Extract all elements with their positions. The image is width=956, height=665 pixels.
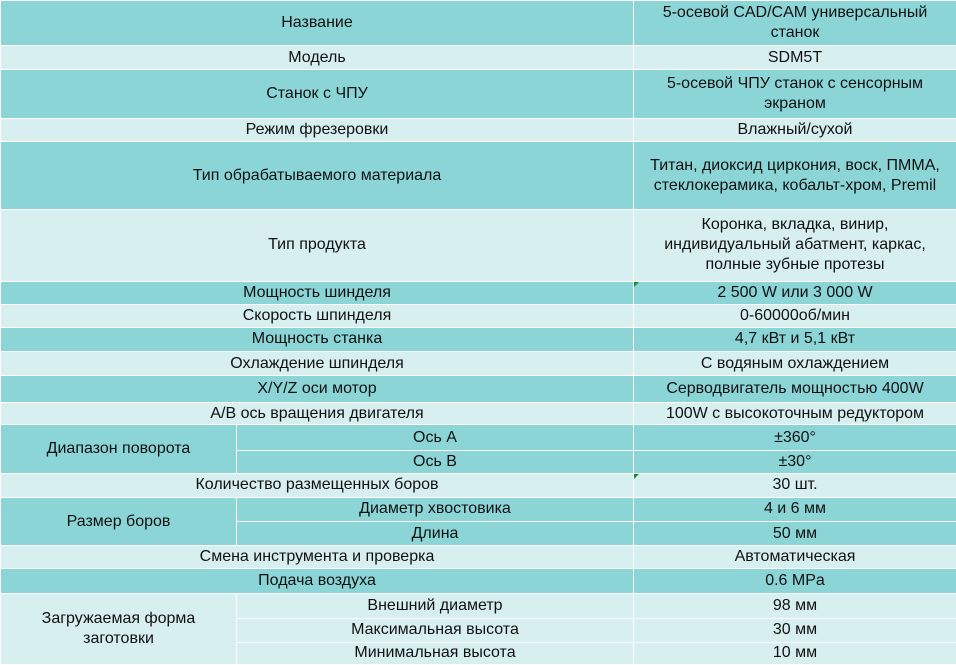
table-row bbox=[1, 376, 956, 403]
spec-value: SDM5T bbox=[634, 46, 956, 70]
spec-value: Серводвигатель мощностью 400W bbox=[634, 376, 956, 403]
spec-label: Мощность шинделя bbox=[1, 281, 634, 304]
table-row bbox=[1, 1, 956, 46]
table-row bbox=[1, 281, 956, 304]
spec-sublabel: Максимальная высота bbox=[237, 618, 634, 642]
table-row bbox=[1, 304, 956, 327]
spec-label: Станок с ЧПУ bbox=[1, 70, 634, 118]
table-row bbox=[1, 46, 956, 70]
spec-value: Титан, диоксид циркония, воск, ПММА, стеклокерамика, кобальт-хром, Premil bbox=[634, 141, 956, 209]
table-row bbox=[1, 141, 956, 209]
table-row bbox=[1, 327, 956, 351]
spec-value: 4,7 кВт и 5,1 кВт bbox=[634, 327, 956, 351]
spec-label: X/Y/Z оси мотор bbox=[1, 376, 634, 403]
spec-label: Тип обрабатываемого материала bbox=[1, 141, 634, 209]
spec-label: Название bbox=[1, 1, 634, 46]
spec-label: Тип продукта bbox=[1, 210, 634, 281]
spec-label: Количество размещенных боров bbox=[1, 473, 634, 497]
table-row bbox=[1, 569, 956, 594]
spec-label: Охлаждение шпинделя bbox=[1, 352, 634, 376]
spec-value: 50 мм bbox=[634, 522, 956, 546]
table-row bbox=[1, 352, 956, 376]
spec-value: 0-60000об/мин bbox=[634, 304, 956, 327]
table-row bbox=[1, 118, 956, 141]
spec-value: 2 500 W или 3 000 W bbox=[634, 281, 956, 304]
spec-sublabel: Ось A bbox=[237, 425, 634, 450]
spec-value: ±30° bbox=[634, 450, 956, 473]
spec-label: Модель bbox=[1, 46, 634, 70]
spec-value: 10 мм bbox=[634, 642, 956, 664]
spec-value: 5-осевой CAD/CAM универсальный станок bbox=[634, 1, 956, 46]
spec-group-label: Диапазон поворота bbox=[1, 425, 237, 473]
spec-value: 30 мм bbox=[634, 618, 956, 642]
spec-value: 4 и 6 мм bbox=[634, 497, 956, 521]
spec-value: С водяным охлаждением bbox=[634, 352, 956, 376]
table-row bbox=[1, 594, 956, 618]
spec-label: Скорость шпинделя bbox=[1, 304, 634, 327]
spec-value: Влажный/сухой bbox=[634, 118, 956, 141]
spec-value: 30 шт. bbox=[634, 473, 956, 497]
spec-value: Коронка, вкладка, винир, индивидуальный абатмент, каркас, полные зубные протезы bbox=[634, 210, 956, 281]
table-row bbox=[1, 403, 956, 425]
spec-sublabel: Минимальная высота bbox=[237, 642, 634, 664]
spec-value: 5-осевой ЧПУ станок с сенсорным экраном bbox=[634, 70, 956, 118]
table-row bbox=[1, 70, 956, 118]
spec-value: 0.6 MPa bbox=[634, 569, 956, 594]
spec-sublabel: Диаметр хвостовика bbox=[237, 497, 634, 521]
spec-label: A/B ось вращения двигателя bbox=[1, 403, 634, 425]
table-row bbox=[1, 473, 956, 497]
spec-label: Подача воздуха bbox=[1, 569, 634, 594]
spec-sublabel: Внешний диаметр bbox=[237, 594, 634, 618]
table-row bbox=[1, 546, 956, 569]
table-row bbox=[1, 210, 956, 281]
spec-label: Режим фрезеровки bbox=[1, 118, 634, 141]
spec-value: ±360° bbox=[634, 425, 956, 450]
spec-sublabel: Ось B bbox=[237, 450, 634, 473]
spec-sublabel: Длина bbox=[237, 522, 634, 546]
spec-value: 100W с высокоточным редуктором bbox=[634, 403, 956, 425]
spec-label: Мощность станка bbox=[1, 327, 634, 351]
table-row bbox=[1, 425, 956, 450]
table-row bbox=[1, 497, 956, 521]
spec-label: Смена инструмента и проверка bbox=[1, 546, 634, 569]
spec-value: 98 мм bbox=[634, 594, 956, 618]
spec-group-label: Размер боров bbox=[1, 497, 237, 545]
spec-value: Автоматическая bbox=[634, 546, 956, 569]
spec-group-label: Загружаемая форма заготовки bbox=[1, 594, 237, 665]
